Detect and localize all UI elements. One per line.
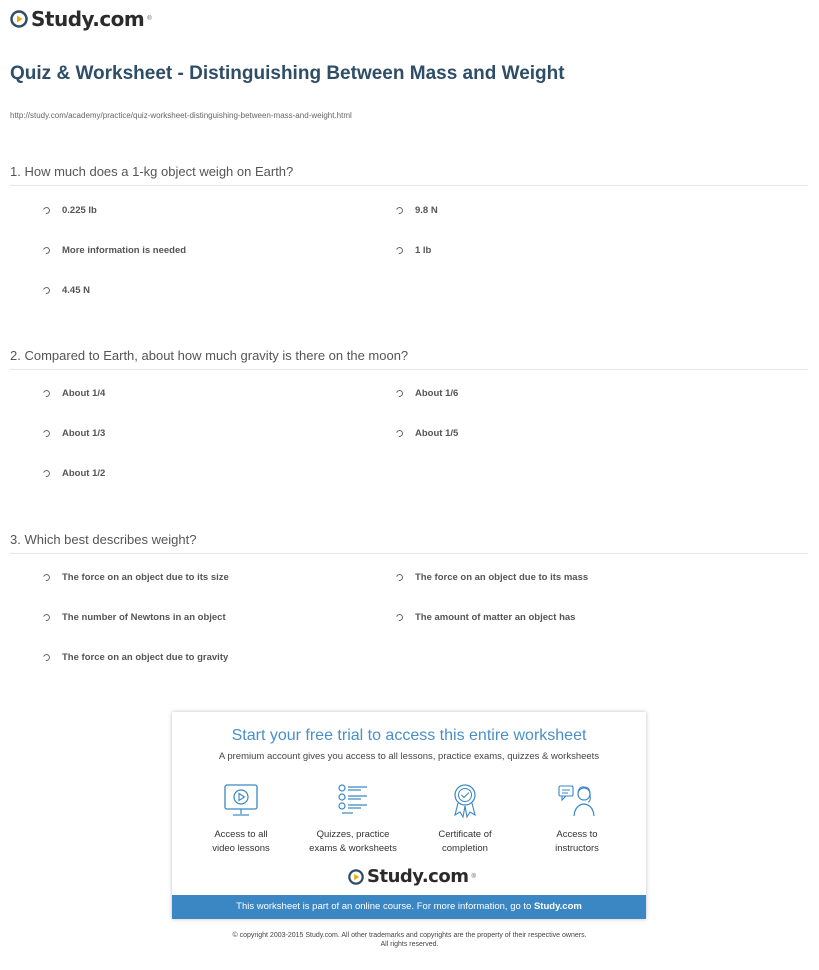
radio-icon[interactable] (42, 206, 52, 216)
radio-icon[interactable] (42, 389, 52, 399)
feature-certificate (410, 782, 520, 856)
option-label: The number of Newtons in an object (62, 612, 226, 623)
answer-option[interactable] (43, 428, 105, 439)
rights-line: All rights reserved. (380, 941, 439, 948)
trademark-mark: ® (471, 873, 476, 880)
page-url[interactable]: http://study.com/academy/practice/quiz-worksheet-distinguishing-between-mass-and-weight.html (10, 111, 352, 120)
radio-icon[interactable] (42, 613, 52, 623)
option-label: About 1/2 (62, 468, 106, 479)
radio-icon[interactable] (42, 469, 52, 479)
option-label: The force on an object due to its mass (415, 572, 589, 583)
play-logo-icon (348, 869, 364, 885)
answer-option[interactable] (43, 205, 97, 216)
question-2 (10, 348, 808, 488)
answer-option[interactable] (43, 572, 229, 583)
option-label: 9.8 N (415, 205, 438, 216)
logo-text: Study.com (367, 866, 469, 887)
option-label: The force on an object due to gravity (62, 652, 229, 663)
answer-option[interactable] (43, 388, 105, 399)
answer-option[interactable] (396, 612, 575, 623)
quiz-list-icon (333, 782, 373, 820)
radio-icon[interactable] (395, 573, 405, 583)
copyright-line: © copyright 2003-2015 Study.com. All other trademarks and copyrights are the property of their respective owners. (232, 932, 587, 939)
study-logo[interactable] (10, 7, 152, 31)
free-trial-panel (172, 712, 646, 919)
certificate-icon (445, 782, 485, 820)
feature-quizzes (298, 782, 408, 856)
trial-subheading: A premium account gives you access to all lessons, practice exams, quizzes & worksheets (218, 751, 600, 762)
question-text: 1. How much does a 1-kg object weigh on Earth? (10, 164, 808, 186)
feature-line: Access to all (214, 829, 268, 840)
option-label: About 1/5 (415, 428, 459, 439)
option-label: 1 lb (415, 245, 432, 256)
answer-option[interactable] (396, 428, 458, 439)
answer-option[interactable] (396, 205, 438, 216)
trial-heading[interactable]: Start your free trial to access this entire worksheet (231, 727, 587, 744)
radio-icon[interactable] (42, 286, 52, 296)
radio-icon[interactable] (42, 429, 52, 439)
radio-icon[interactable] (395, 613, 405, 623)
answer-option[interactable] (43, 468, 105, 479)
video-lesson-icon (221, 782, 261, 820)
answer-option[interactable] (396, 245, 431, 256)
answer-option[interactable] (43, 245, 186, 256)
feature-line: video lessons (212, 843, 270, 854)
option-label: 0.225 lb (62, 205, 97, 216)
radio-icon[interactable] (395, 246, 405, 256)
question-text: 2. Compared to Earth, about how much gravity is there on the moon? (10, 348, 808, 370)
answer-option[interactable] (43, 285, 90, 296)
feature-line: Quizzes, practice (316, 829, 390, 840)
radio-icon[interactable] (42, 653, 52, 663)
feature-line: Certificate of (438, 829, 492, 840)
page-title: Quiz & Worksheet - Distinguishing Between Mass and Weight (10, 63, 565, 84)
logo-text: Study.com (31, 7, 145, 31)
feature-instructors (522, 782, 632, 856)
study-link[interactable]: Study.com (533, 901, 582, 912)
option-label: 4.45 N (62, 285, 90, 296)
option-label: The amount of matter an object has (415, 612, 576, 623)
feature-line: Access to (556, 829, 598, 840)
feature-line: instructors (555, 843, 599, 854)
answer-option[interactable] (43, 652, 228, 663)
play-logo-icon (10, 10, 28, 28)
answer-option[interactable] (396, 572, 588, 583)
study-logo-box[interactable] (348, 866, 476, 887)
radio-icon[interactable] (395, 389, 405, 399)
answer-option[interactable] (396, 388, 458, 399)
trademark-mark: ® (147, 16, 152, 22)
question-1 (10, 164, 808, 304)
instructor-icon (557, 782, 597, 820)
copyright-notice (0, 931, 819, 949)
option-label: More information is needed (62, 245, 187, 256)
question-3 (10, 532, 808, 672)
feature-line: completion (442, 843, 488, 854)
option-label: The force on an object due to its size (62, 572, 229, 583)
radio-icon[interactable] (395, 206, 405, 216)
answer-option[interactable] (43, 612, 226, 623)
question-text: 3. Which best describes weight? (10, 532, 808, 554)
radio-icon[interactable] (42, 573, 52, 583)
course-info-bar (172, 895, 646, 919)
bar-text: This worksheet is part of an online course. For more information, go to (236, 901, 534, 912)
option-label: About 1/4 (62, 388, 106, 399)
feature-video-lessons (186, 782, 296, 856)
radio-icon[interactable] (42, 246, 52, 256)
radio-icon[interactable] (395, 429, 405, 439)
feature-line: exams & worksheets (309, 843, 397, 854)
option-label: About 1/6 (415, 388, 459, 399)
option-label: About 1/3 (62, 428, 106, 439)
